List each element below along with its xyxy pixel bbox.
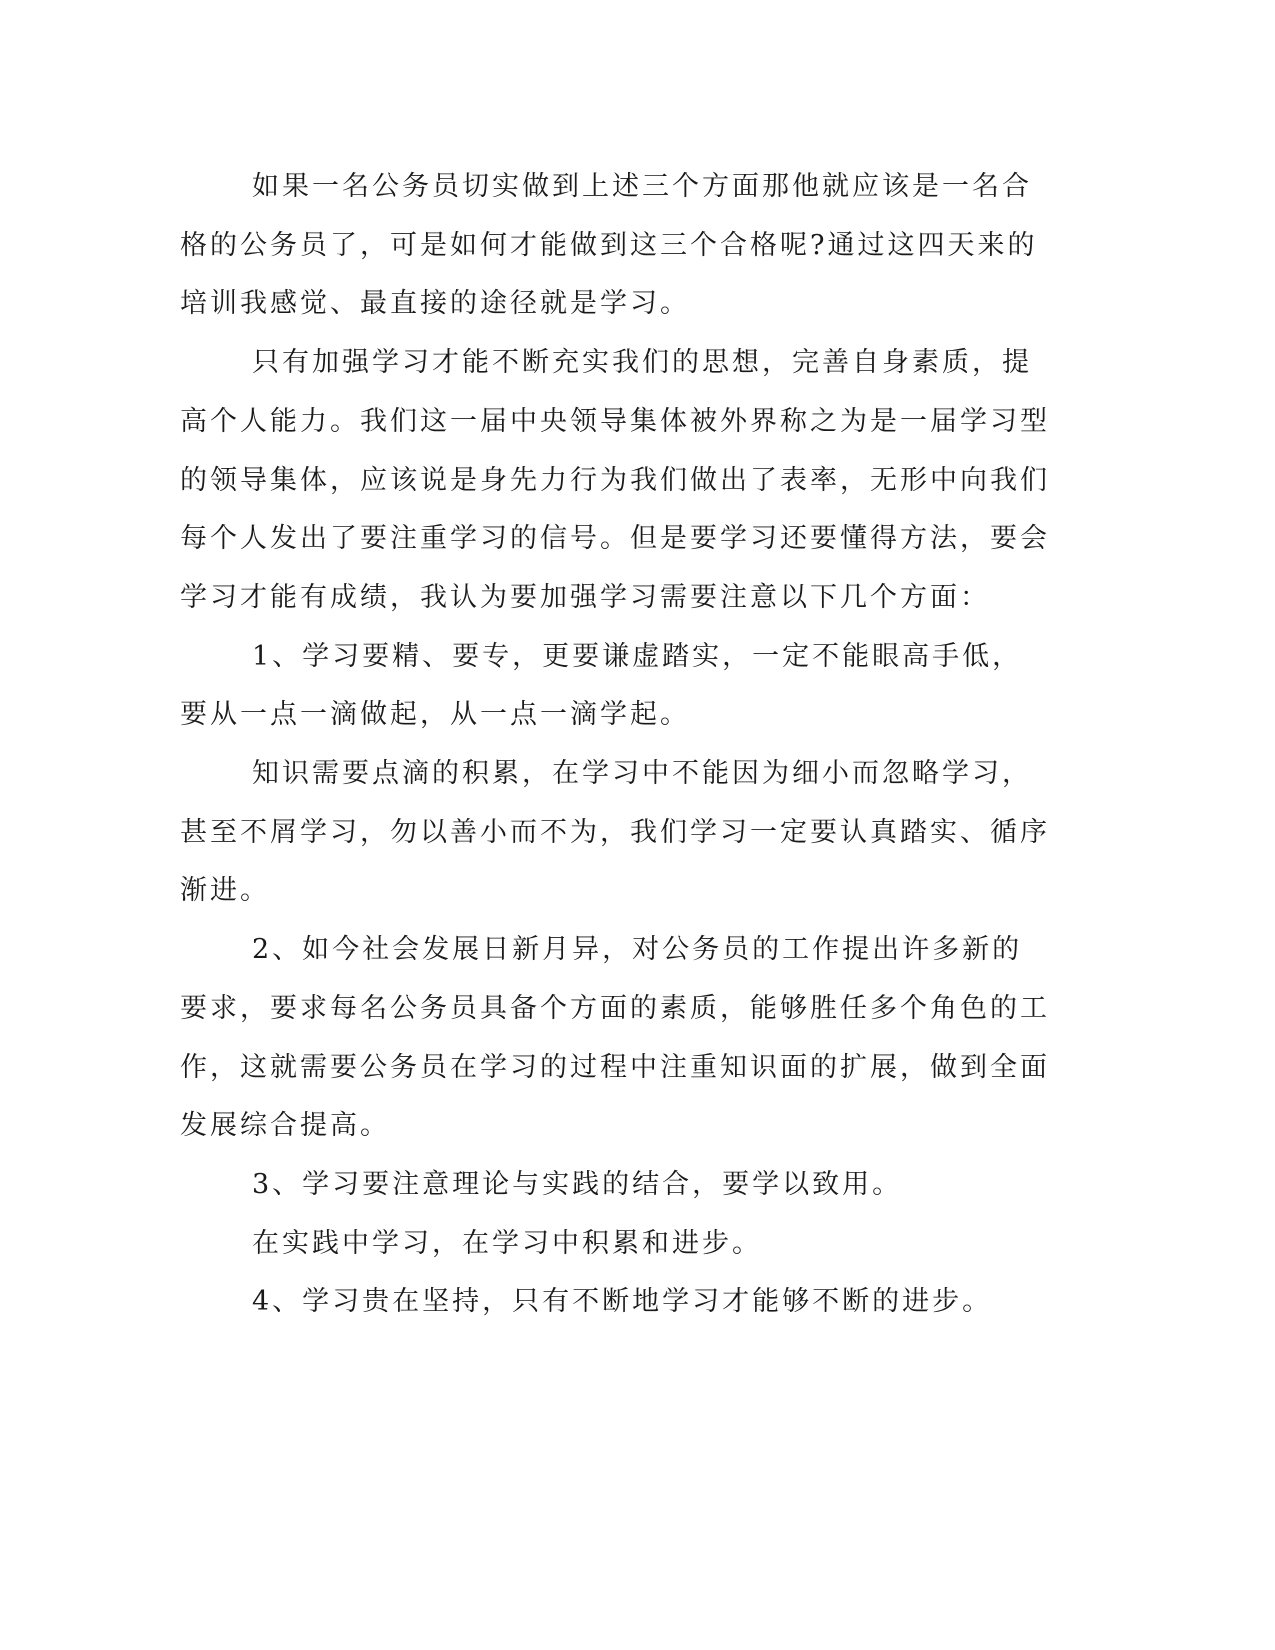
paragraph-1: 如果一名公务员切实做到上述三个方面那他就应该是一名合格的公务员了，可是如何才能做到这三个合格呢?通过这四天来的培训我感觉、最直接的途径就是学习。 bbox=[180, 171, 1038, 320]
paragraph-2: 只有加强学习才能不断充实我们的思想，完善自身素质，提高个人能力。我们这一届中央领导集体被外界称之为是一届学习型的领导集体，应该说是身先力行为我们做出了表率，无形中向我们每个人发出了要注重学习的信号。但是要学习还要懂得方法，要会学习才能有成绩，我认为要加强学习需要注意以下几个方面： bbox=[180, 347, 1050, 613]
paragraph-5: 2、如今社会发展日新月异，对公务员的工作提出许多新的要求，要求每名公务员具备个方面的素质，能够胜任多个角色的工作，这就需要公务员在学习的过程中注重知识面的扩展，做到全面发展综合提高。 bbox=[180, 934, 1050, 1142]
paragraph-4: 知识需要点滴的积累，在学习中不能因为细小而忽略学习，甚至不屑学习，勿以善小而不为，我们学习一定要认真踏实、循序渐进。 bbox=[180, 758, 1050, 907]
paragraph-7: 在实践中学习，在学习中积累和进步。 bbox=[252, 1227, 762, 1259]
paragraph-8: 4、学习贵在坚持，只有不断地学习才能够不断的进步。 bbox=[252, 1286, 993, 1318]
document-body bbox=[180, 158, 1050, 1332]
paragraph-6: 3、学习要注意理论与实践的结合，要学以致用。 bbox=[252, 1168, 903, 1200]
paragraph-3: 1、学习要精、要专，更要谦虚踏实，一定不能眼高手低，要从一点一滴做起，从一点一滴学起。 bbox=[180, 640, 1023, 731]
